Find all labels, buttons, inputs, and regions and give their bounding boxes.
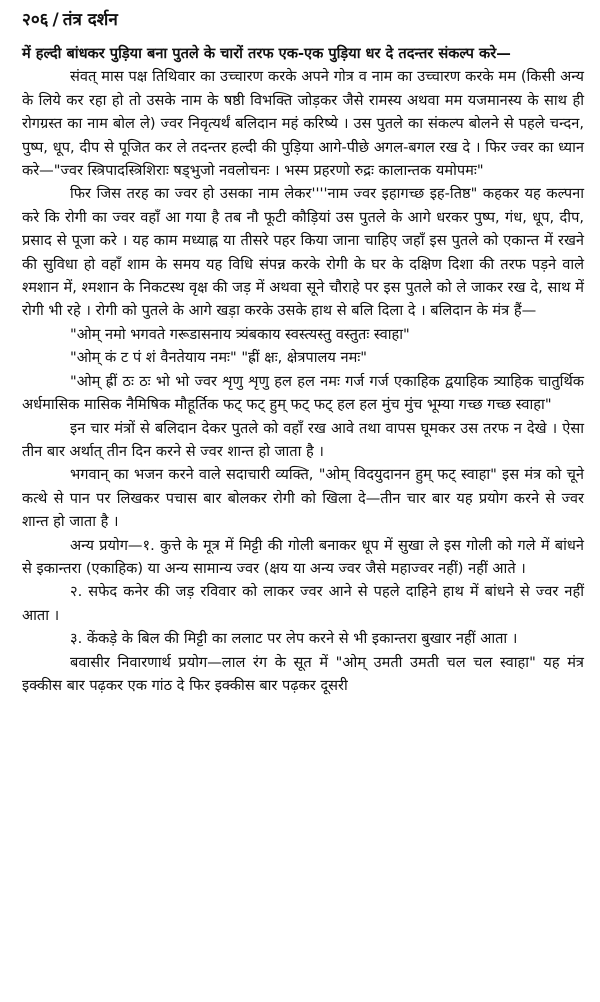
paragraph-other-remedy-1: अन्य प्रयोग—१. कुत्ते के मूत्र में मिट्टी की गोली बनाकर धूप में सुखा ले इस गोली को गले में बांधने से इकान्तरा (एकाहिक) या अन्य सामान्य ज्वर (क्षय या अन्य ज्वर जैसे महाज्वर नहीं) नहीं आते । (22, 536, 584, 577)
paragraph-pan-mantra: भगवान् का भजन करने वाले सदाचारी व्यक्ति, "ओम् विदयुदानन हुम् फट् स्वाहा" इस मंत्र को चूने कत्थे से पान पर लिखकर पचास बार बोलकर रोगी को खिला दे—तीन चार बार यह प्रयोग करने से ज्वर शान्त हो जाता है । (22, 466, 584, 531)
paragraph-procedure: फिर जिस तरह का ज्वर हो उसका नाम लेकर''''नाम ज्वर इहागच्छ इह-तिष्ठ" कहकर यह कल्पना करे कि रोगी का ज्वर वहाँ आ गया है तब नौ फूटी कौड़ियां उस पुतले के आगे धरकर पुष्प, गंध, धूप, दीप, प्रसाद से पूजा करे । यह काम मध्याह्न या तीसरे पहर किया जाना चाहिए जहाँ इस पुतले को एकान्त में रखने की सुविधा हो वहाँ शाम के समय यह विधि संपन्न करके रोगी के घर के दक्षिण दिशा की तरफ पड़ने वाले श्मशान में, श्मशान के निकटस्थ वृक्ष की जड़ में अथवा सूने चौराहे पर इस पुतले को ले जाकर रख दे, साथ में रोगी भी रहे । रोगी को पुतले के आगे खड़ा करके उसके हाथ से बलि दिला दे । बलिदान के मंत्र हैं— (22, 185, 584, 320)
mantra-2: "ओम् कं ट पं शं वैनतेयाय नमः" "ह्रीं क्षः, क्षेत्रपालय नमः" (70, 349, 367, 367)
book-title: तंत्र दर्शन (62, 10, 118, 30)
mantra-1: "ओम् नमो भगवते गरूडासनाय त्र्यंबकाय स्वस्त्यस्तु वस्तुतः स्वाहा" (70, 325, 410, 343)
paragraph-other-remedy-2: २. सफेद कनेर की जड़ रविवार को लाकर ज्वर आने से पहले दाहिने हाथ में बांधने से ज्वर नहीं आता । (22, 583, 584, 624)
mantra-3: "ओम् ह्रीं ठः ठः भो भो ज्वर शृणु शृणु हल हल नमः गर्ज गर्ज एकाहिक द्वयाहिक त्र्याहिक चातुर्थिक अर्धमासिक मासिक नैमिषिक मौहूर्तिक फट् फट् हुम् फट् फट् हल हल मुंच मुंच भूम्या गच्छ गच्छ स्वाहा" (22, 372, 584, 414)
page-header (22, 6, 584, 34)
paragraph-continued: में हल्दी बांधकर पुड़िया बना पुतले के चारों तरफ एक-एक पुड़िया धर दे तदन्तर संकल्प करे— (22, 45, 511, 62)
page-body (22, 42, 584, 697)
paragraph-sankalp: संवत् मास पक्ष तिथिवार का उच्चारण करके अपने गोत्र व नाम का उच्चारण करके मम (किसी अन्य के लिये कर रहा हो तो उसके नाम के षष्ठी विभक्ति जोड़कर जैसे रामस्य अथवा मम यजमानस्य के साथ ही रोगग्रस्त का नाम बोल ले) ज्वर निवृत्यर्थं बलिदान महं करिष्ये । उस पुतले का संकल्प बोलने से पहले चन्दन, पुष्प, धूप, दीप से पूजित कर ले तदन्तर हल्दी की पुड़िया आगे-पीछे अगल-बगल रख दे । फिर ज्वर का ध्यान करे—"ज्वर स्त्रिपादस्त्रिशिराः षड्भुजो नवलोचनः । भस्म प्रहरणो रुद्रः कालान्तक यमोपमः" (22, 68, 584, 180)
header-separator: / (52, 10, 59, 30)
paragraph-other-remedy-3: ३. केंकड़े के बिल की मिट्टी का ललाट पर लेप करने से भी इकान्तरा बुखार नहीं आता । (70, 630, 518, 648)
page-number: २०६ (22, 10, 49, 30)
paragraph-after-mantras: इन चार मंत्रों से बलिदान देकर पुतले को वहाँ रख आवे तथा वापस घूमकर उस तरफ न देखे । ऐसा तीन बार अर्थात् तीन दिन करने से ज्वर शान्त हो जाता है । (22, 419, 584, 460)
paragraph-piles-remedy: बवासीर निवारणार्थ प्रयोग—लाल रंग के सूत में "ओम् उमती उमती चल चल स्वाहा" यह मंत्र इक्कीस बार पढ़कर एक गांठ दे फिर इक्कीस बार पढ़कर दूसरी (22, 653, 584, 694)
